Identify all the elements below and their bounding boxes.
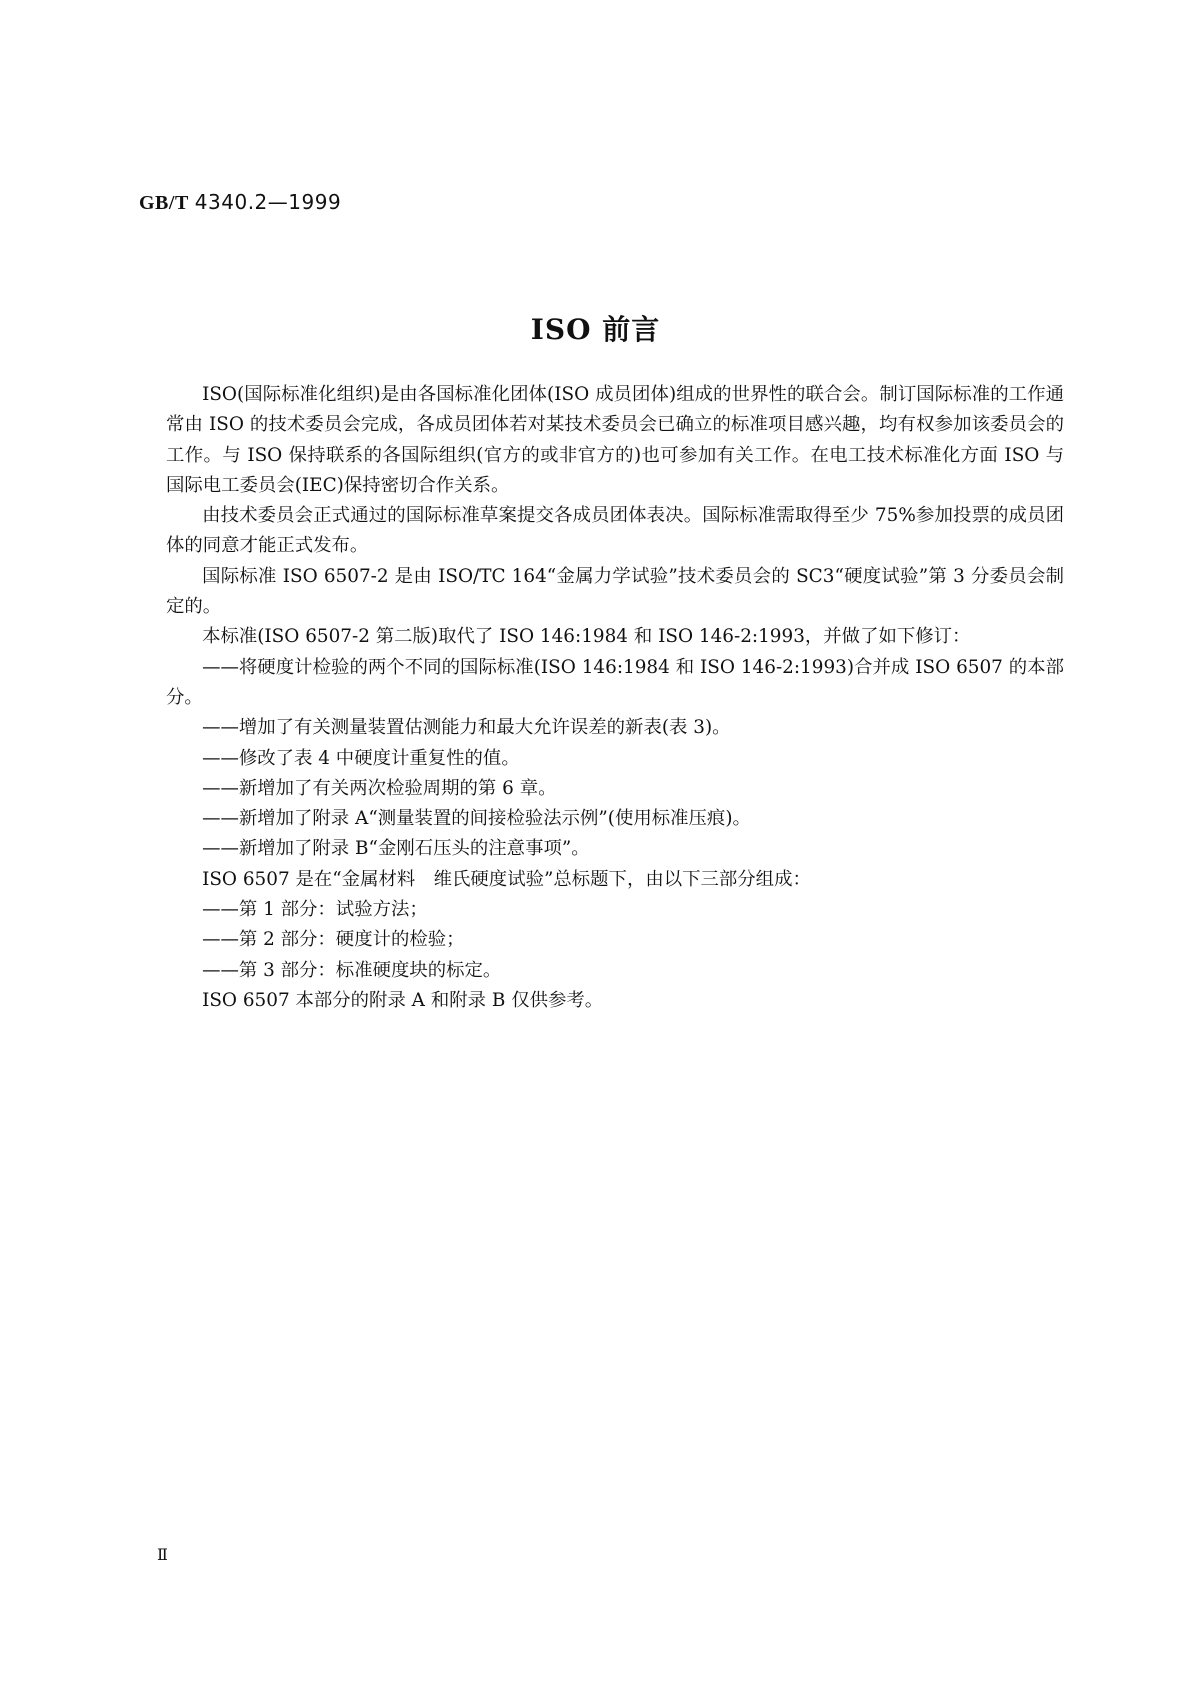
paragraph-annex-note: ISO 6507 本部分的附录 A 和附录 B 仅供参考。 [202,989,604,1011]
paragraph-parts-intro: ISO 6507 是在“金属材料 维氏硬度试验”总标题下，由以下三部分组成： [202,868,811,890]
paragraph-iso-intro: ISO(国际标准化组织)是由各国标准化团体(ISO 成员团体)组成的世界性的联合会。制订国际标准的工作通常由 ISO 的技术委员会完成，各成员团体若对某技术委员会已确立的标准项目感兴趣，均有权参加该委员会的工作。与 ISO 保持联系的各国际组织(官方的或非官方的)也可参加有关工作。在电工技术标准化方面 ISO 与国际电工委员会(IEC)保持密切合作关系。 [166,384,1064,496]
page-number: Ⅱ [157,1545,168,1564]
list-item-revision: ——新增加了附录 A“测量装置的间接检验法示例”(使用标准压痕)。 [202,808,751,830]
paragraph-replacement: 本标准(ISO 6507-2 第二版)取代了 ISO 146:1984 和 ISO 146-2:1993，并做了如下修订： [202,626,971,648]
standard-number: 4340.2—1999 [194,190,342,214]
list-item-revision: ——新增加了有关两次检验周期的第 6 章。 [202,777,557,799]
standard-prefix: GB/T [139,192,189,214]
list-item-part: ——第 1 部分：试验方法； [202,899,428,921]
list-item-part: ——第 2 部分：硬度计的检验； [202,929,465,951]
list-item-revision: ——将硬度计检验的两个不同的国际标准(ISO 146:1984 和 ISO 146-2:1993)合并成 ISO 6507 的本部分。 [166,656,1064,708]
foreword-body [166,380,1064,1016]
list-item-revision: ——修改了表 4 中硬度计重复性的值。 [202,747,520,769]
standard-code [139,190,341,215]
page-title: ISO 前言 [530,313,661,346]
paragraph-voting: 由技术委员会正式通过的国际标准草案提交各成员团体表决。国际标准需取得至少 75%参加投票的成员团体的同意才能正式发布。 [166,505,1064,557]
list-item-revision: ——增加了有关测量装置估测能力和最大允许误差的新表(表 3)。 [202,717,731,739]
paragraph-committee: 国际标准 ISO 6507-2 是由 ISO/TC 164“金属力学试验”技术委员会的 SC3“硬度试验”第 3 分委员会制定的。 [166,565,1064,618]
list-item-part: ——第 3 部分：标准硬度块的标定。 [202,959,502,981]
list-item-revision: ——新增加了附录 B“金刚石压头的注意事项”。 [202,838,590,860]
